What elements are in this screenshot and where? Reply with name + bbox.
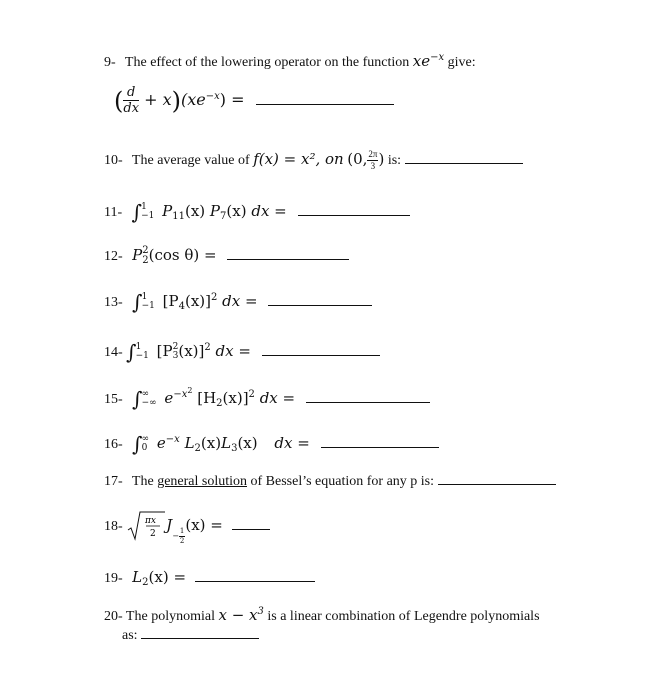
question-number: 14- (104, 345, 123, 360)
underlined-term: general solution (157, 474, 247, 489)
polynomial-expression: $x - x^3$ (218, 606, 264, 624)
answer-blank[interactable] (405, 162, 523, 164)
question-17 (104, 474, 556, 490)
question-text: of Bessel’s equation for any p is: (250, 474, 435, 489)
question-text: The polynomial (125, 609, 215, 624)
question-number: 16- (104, 437, 123, 452)
question-tail: is: (387, 153, 402, 168)
answer-blank[interactable] (306, 401, 430, 403)
answer-blank[interactable] (298, 214, 410, 216)
question-number: 19- (104, 571, 123, 586)
answer-blank[interactable] (321, 446, 439, 448)
answer-blank[interactable] (268, 304, 372, 306)
svg-text:πx: πx (145, 516, 157, 526)
question-13 (104, 290, 372, 314)
question-number: 15- (104, 392, 123, 407)
question-16 (104, 432, 439, 456)
question-number: 17- (104, 474, 123, 489)
question-20 (104, 606, 540, 625)
question-text: The effect of the lowering operator on the function (124, 55, 410, 70)
question-19 (104, 568, 315, 588)
question-18 (104, 510, 270, 545)
question-text: as: (122, 628, 138, 643)
question-11 (104, 200, 410, 224)
answer-blank[interactable] (232, 528, 270, 530)
question-12 (104, 246, 349, 266)
answer-blank[interactable] (256, 103, 394, 105)
question-tail: is a linear combination of Legendre polynomials (267, 609, 540, 624)
bessel-expression: πx 2 J− $\frac{1}{2}$ (x) = (126, 516, 227, 534)
integral-expression: ∫ 1 −1 $P_{11}(x)$ $P_7(x)$ dx = (131, 200, 287, 224)
question-number: 18- (104, 519, 123, 534)
question-text: The average value of (131, 153, 250, 168)
question-number: 20- (104, 609, 123, 624)
integral-expression: ∫ 1 −1 [P 2 3 (x)]$^2$ dx = (126, 340, 251, 364)
question-number: 13- (104, 295, 123, 310)
integral-expression: ∫ ∞ 0 $e^{-x}$ $L_2(x)L_3(x)$ dx = (132, 432, 310, 456)
legendre-expression: P 2 2 (cos θ) = (132, 245, 217, 266)
question-20-continuation (122, 628, 259, 644)
answer-blank[interactable] (141, 637, 259, 639)
lowering-operator-equation: ( $\frac{d}{dx}$ + $x)(xe^{-x})$ = (114, 86, 394, 115)
svg-text:2: 2 (150, 529, 156, 539)
function-expression: $xe^{-x}$ (412, 52, 445, 70)
laguerre-expression: $L_2(x)$ = (132, 568, 187, 588)
question-text: The (131, 474, 154, 489)
integral-expression: ∫ 1 −1 $[P_4(x)]^2$ dx = (132, 290, 258, 314)
question-tail: give: (447, 55, 476, 70)
question-14 (104, 340, 380, 364)
sqrt-symbol (126, 510, 166, 542)
question-10: 10- The average value of f(x) = x², on (0, $\frac{2\pi}{3}$ ) is: (104, 150, 523, 171)
question-number: 12- (104, 249, 123, 264)
question-15 (104, 386, 430, 411)
question-number: 10- (104, 153, 123, 168)
answer-blank[interactable] (227, 258, 349, 260)
function-expression: f(x) = x², (253, 150, 326, 168)
answer-blank[interactable] (438, 483, 556, 485)
integral-expression: ∫ ∞ −∞ $e^{-x2}$ $[H_2(x)]^2$ dx = (132, 386, 296, 411)
answer-blank[interactable] (195, 580, 315, 582)
question-number: 11- (104, 205, 123, 220)
question-9 (104, 52, 476, 71)
question-number: 9- (104, 55, 116, 70)
answer-blank[interactable] (262, 354, 380, 356)
